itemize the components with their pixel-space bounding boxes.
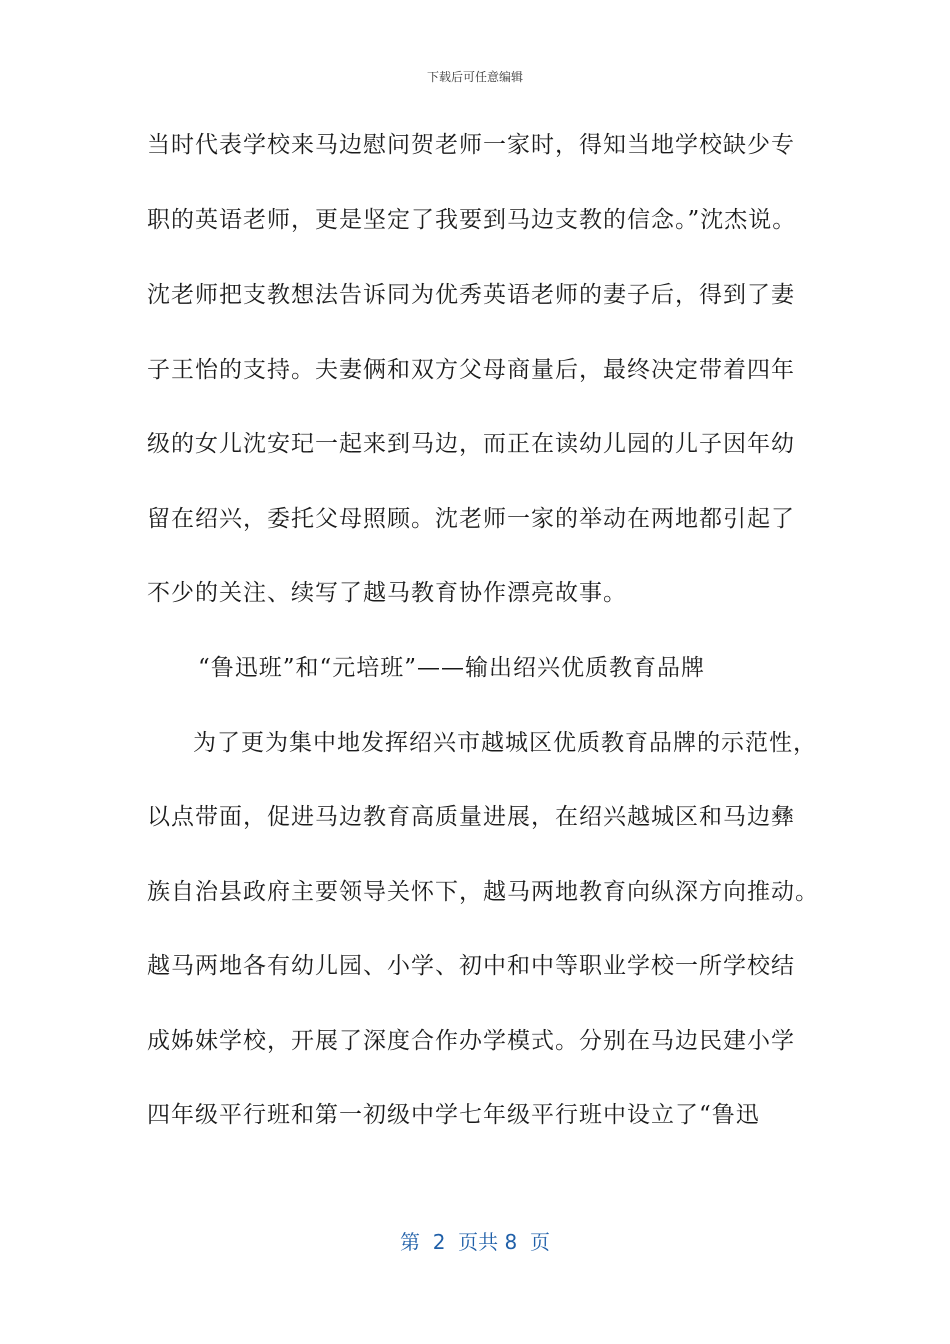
body-line: 子王怡的支持。夫妻俩和双方父母商量后，最终决定带着四年 (147, 357, 795, 383)
body-line: 成姊妹学校，开展了深度合作办学模式。分别在马边民建小学 (147, 1028, 795, 1054)
body-line: 留在绍兴，委托父母照顾。沈老师一家的举动在两地都引起了 (147, 506, 795, 532)
body-line: 沈老师把支教想法告诉同为优秀英语老师的妻子后，得到了妻 (147, 282, 795, 308)
body-line: 不少的关注、续写了越马教育协作漂亮故事。 (147, 580, 627, 606)
body-line: 四年级平行班和第一初级中学七年级平行班中设立了“鲁迅 (147, 1102, 760, 1128)
header-note: 下载后可任意编辑 (426, 70, 523, 84)
body-line: 当时代表学校来马边慰问贺老师一家时，得知当地学校缺少专 (147, 132, 795, 158)
section-heading: “鲁迅班”和“元培班”——输出绍兴优质教育品牌 (198, 655, 706, 681)
body-line: 级的女儿沈安玘一起来到马边，而正在读幼儿园的儿子因年幼 (147, 431, 795, 457)
body-line: 越马两地各有幼儿园、小学、初中和中等职业学校一所学校结 (147, 953, 795, 979)
page-number: 第 2 页共 8 页 (400, 1230, 550, 1254)
body-line: 以点带面，促进马边教育高质量进展，在绍兴越城区和马边彝 (147, 804, 795, 830)
paragraph-first-line: 为了更为集中地发挥绍兴市越城区优质教育品牌的示范性， (193, 730, 817, 756)
body-line: 族自治县政府主要领导关怀下，越马两地教育向纵深方向推动。 (147, 879, 819, 905)
body-line: 职的英语老师，更是坚定了我要到马边支教的信念。”沈杰说。 (147, 207, 797, 233)
